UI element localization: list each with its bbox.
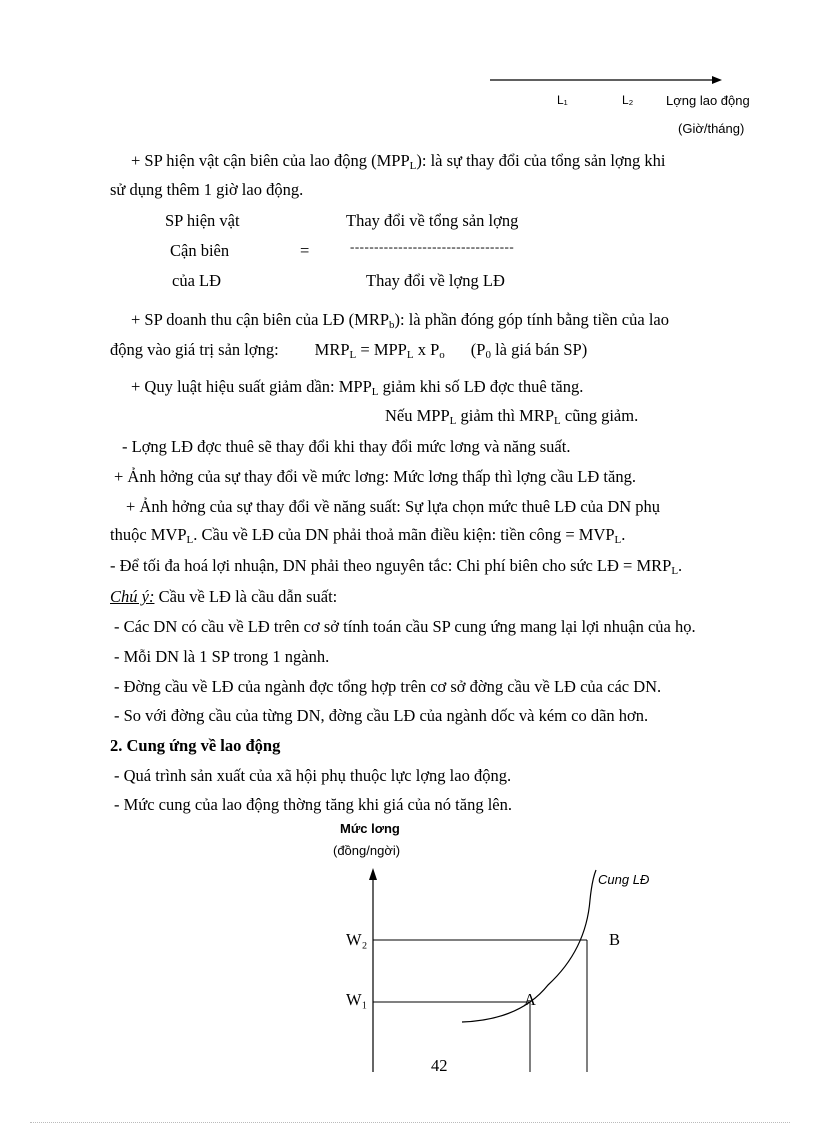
- formula-divider: ----------------------------------: [350, 239, 515, 254]
- law-line-2: Nếu $MPP_L$ giảm thì $MRP_L$ cũng giảm.: [385, 406, 639, 427]
- mrp-line-1: + SP doanh thu cận biên của LĐ $(MRP_b)$: là phần đóng góp tính bằng tiền của lao: [131, 310, 669, 331]
- w1-label: W₁: [346, 990, 368, 1009]
- top-axis-label: Lợng lao động: [666, 93, 750, 108]
- section-2-item-2: - Mức cung của lao động thờng tăng khi giá của nó tăng lên.: [114, 795, 512, 814]
- mrp-line-2: động vào giá trị sản lợng: $MRP_L = MPP_L$ x $P_o$ ($P_0$ là giá bán SP): [110, 340, 588, 361]
- note-item-4: - So với đờng cầu của từng DN, đờng cầu LĐ của ngành dốc và kém co dãn hơn.: [114, 706, 649, 725]
- page-number: 42: [431, 1056, 448, 1075]
- top-axis-l1: L₁: [557, 93, 568, 107]
- bullet-productivity-effect: + Ảnh hởng của sự thay đổi về năng suất: Sự lựa chọn mức thuê LĐ của DN phụ: [126, 497, 661, 516]
- bullet-profit-max: - Để tối đa hoá lợi nhuận, DN phải theo nguyên tắc: Chi phí biên cho sức LĐ = $MRP_L$.: [110, 556, 683, 577]
- section-2-heading: 2. Cung ứng về lao động: [110, 736, 281, 755]
- note-item-2: - Mỗi DN là 1 SP trong 1 ngành.: [114, 647, 330, 666]
- mpp-line-1: + SP hiện vật cận biên của lao động $(MPP_L)$: là sự thay đổi của tổng sản lợng khi: [131, 151, 666, 172]
- formula-label-1: SP hiện vật: [165, 211, 240, 230]
- point-b-label: B: [609, 930, 621, 949]
- note-heading: Chú ý: Cầu về LĐ là cầu dẫn suất:: [110, 587, 338, 606]
- supply-curve-label: Cung LĐ: [598, 872, 650, 887]
- note-item-3: - Đờng cầu về LĐ của ngành đợc tổng hợp trên cơ sở đờng cầu về LĐ của các DN.: [114, 677, 662, 696]
- chart-ylabel: Mức lơng: [340, 821, 400, 836]
- formula-equals: =: [300, 241, 310, 260]
- note-item-1: - Các DN có cầu về LĐ trên cơ sở tính toán cầu SP cung ứng mang lại lợi nhuận của họ.: [114, 617, 696, 636]
- formula-label-3: của LĐ: [172, 271, 222, 290]
- chart-yunit: (đồng/ngời): [333, 843, 401, 858]
- formula-numerator: Thay đổi về tổng sản lợng: [346, 211, 519, 230]
- top-axis-unit: (Giờ/tháng): [678, 121, 745, 136]
- top-axis-l2: L₂: [622, 93, 634, 107]
- point-a-label: A: [524, 990, 536, 1009]
- mpp-line-2: sử dụng thêm 1 giờ lao động.: [110, 180, 304, 199]
- bullet-labour-quantity: - Lợng LĐ đợc thuê sẽ thay đổi khi thay đổi mức lơng và năng suất.: [122, 437, 571, 456]
- bullet-wage-effect: + Ảnh hởng của sự thay đổi về mức lơng: Mức lơng thấp thì lợng cầu LĐ tăng.: [114, 467, 636, 486]
- w2-label: W₂: [346, 930, 368, 949]
- y-axis-arrowhead: [369, 868, 377, 880]
- formula-denominator: Thay đổi về lợng LĐ: [366, 271, 505, 290]
- law-line-1: + Quy luật hiệu suất giảm dần: $MPP_L$ giảm khi số LĐ đợc thuê tăng.: [131, 377, 584, 398]
- formula-label-2: Cận biên: [170, 241, 230, 260]
- bullet-productivity-effect-cont: thuộc $MVP_L$. Cầu về LĐ của DN phải thoả mãn điều kiện: tiền công = $MVP_L$.: [110, 525, 626, 546]
- section-2-item-1: - Quá trình sản xuất của xã hội phụ thuộc lực lợng lao động.: [114, 766, 512, 785]
- top-axis-arrowhead: [712, 76, 722, 84]
